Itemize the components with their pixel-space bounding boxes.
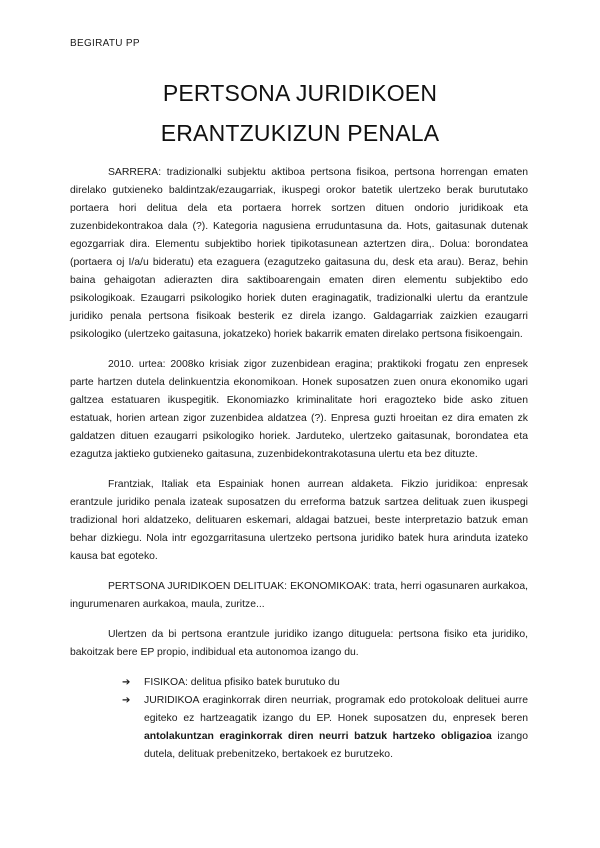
paragraph-two-persons: Ulertzen da bi pertsona erantzule juridiko izango dituguela: pertsona fisiko eta juridiko, bakoitzak bere EP propio, indibidual eta autonomoa izango du. bbox=[70, 629, 528, 658]
paragraph-2010: 2010. urtea: 2008ko krisiak zigor zuzenbidean eragina; praktikoki frogatu zen enpresek parte hartzen dutela delinkuentzia ekonomikoan. Honek suposatzen zuen onura ekonomiko ugari galtzea estatuaren ikuspegitik. Ekonomiazko kriminalitate hori eragozteko bide asko zituen estatuak, horien artean zigor zuzenbidea aldatzea (?). Enpresa guzti hroeitan ez dira ematen zk galdatzen dituen ezaugarri psikologiko horiek. Jarduteko, ulertzeko gaitasunak, borondatea eta ezagutza jaktieko gutxieneko gaitasuna, zuzenbidekontrakotasuna ulertu eta bez dituzte. bbox=[70, 359, 528, 460]
page-title-line-1: PERTSONA JURIDIKOEN bbox=[162, 80, 438, 106]
document-header: BEGIRATU PP bbox=[70, 38, 140, 49]
document-body bbox=[70, 164, 528, 764]
paragraph-introduction: SARRERA: tradizionalki subjektu aktiboa pertsona fisikoa, pertsona horrengan ematen direlako gutxieneko baldintzak/ezaugarriak, ikuspegi orokor batetik ulertzeko berak burututako portaera hori delitua dela eta portaera horrek sortzen dituen ondorio juridikoak eta zuzenbidekontrakoa dala (?). Kategoria nagusiena erruduntasuna da. Hots, gaitasunak dutenak egozgarriak dira. Elementu subjektibo horiek tipikotasunean aztertzen dira,. Dolua: borondatea (portaera oj I/a/u bideratu) eta ezaguera (ezagutzeko gaitasuna du, desk eta arau). Beraz, behin baina gehaigotan adierazten dira saktiboarengain ematen diren elementu subjektibo edo psikologikoak. Ezaugarri psikologiko horiek duten eraginagatik, tradizionalki ulertu da erantzule juridiko penala pertsona fisikoak besterik ez direla izango. Galdagarriak zaizkien ezaugarri psikologiko (ulertzeko gaitasuna, jokatzeko) horiek bakarrik ematen direlako pertsona fisikoengain. bbox=[70, 167, 528, 340]
list-item-bold-text: antolakuntzan eraginkorrak diren neurri batzuk hartzeko obligazioa bbox=[144, 731, 492, 742]
list-item-text-end: izango dutela, delituak prebenitzeko, bertakoek ez burutzeko. bbox=[144, 731, 528, 760]
arrow-icon: ➔ bbox=[122, 695, 131, 706]
list-item-text: FISIKOA: delitua pfisiko batek burutuko du bbox=[144, 677, 340, 688]
arrow-icon: ➔ bbox=[122, 677, 131, 688]
bullet-list bbox=[70, 674, 528, 764]
page-title-line-2: ERANTZUKIZUN PENALA bbox=[160, 120, 440, 146]
list-item-text: JURIDIKOA eraginkorrak diren neurriak, programak edo protokoloak delituei aurre egiteko ez hartzeagatik izango du EP. Honek suposatzen du, enpresek beren bbox=[144, 695, 528, 724]
paragraph-legal-fiction: Frantziak, Italiak eta Espainiak honen aurrean aldaketa. Fikzio juridikoa: enpresak erantzule juridiko penala izateak suposatzen du erreforma batzuk sartzea delituak zuen ikuspegi tradizional hori aldatzeko, delituaren eskemari, aldagai batzuei, beste interpretazio batzuk eman behar dizkiegu. Nola intr egozgarritasuna ulertzeko pertsona juridiko batek hura arinduta izateko kausa bat egoteko. bbox=[70, 479, 528, 562]
list-item bbox=[122, 674, 528, 692]
paragraph-crimes: PERTSONA JURIDIKOEN DELITUAK: EKONOMIKOAK: trata, herri ogasunaren aurkakoa, ingurumenaren aurkakoa, maula, zuritze... bbox=[70, 581, 528, 610]
list-item bbox=[122, 692, 528, 764]
